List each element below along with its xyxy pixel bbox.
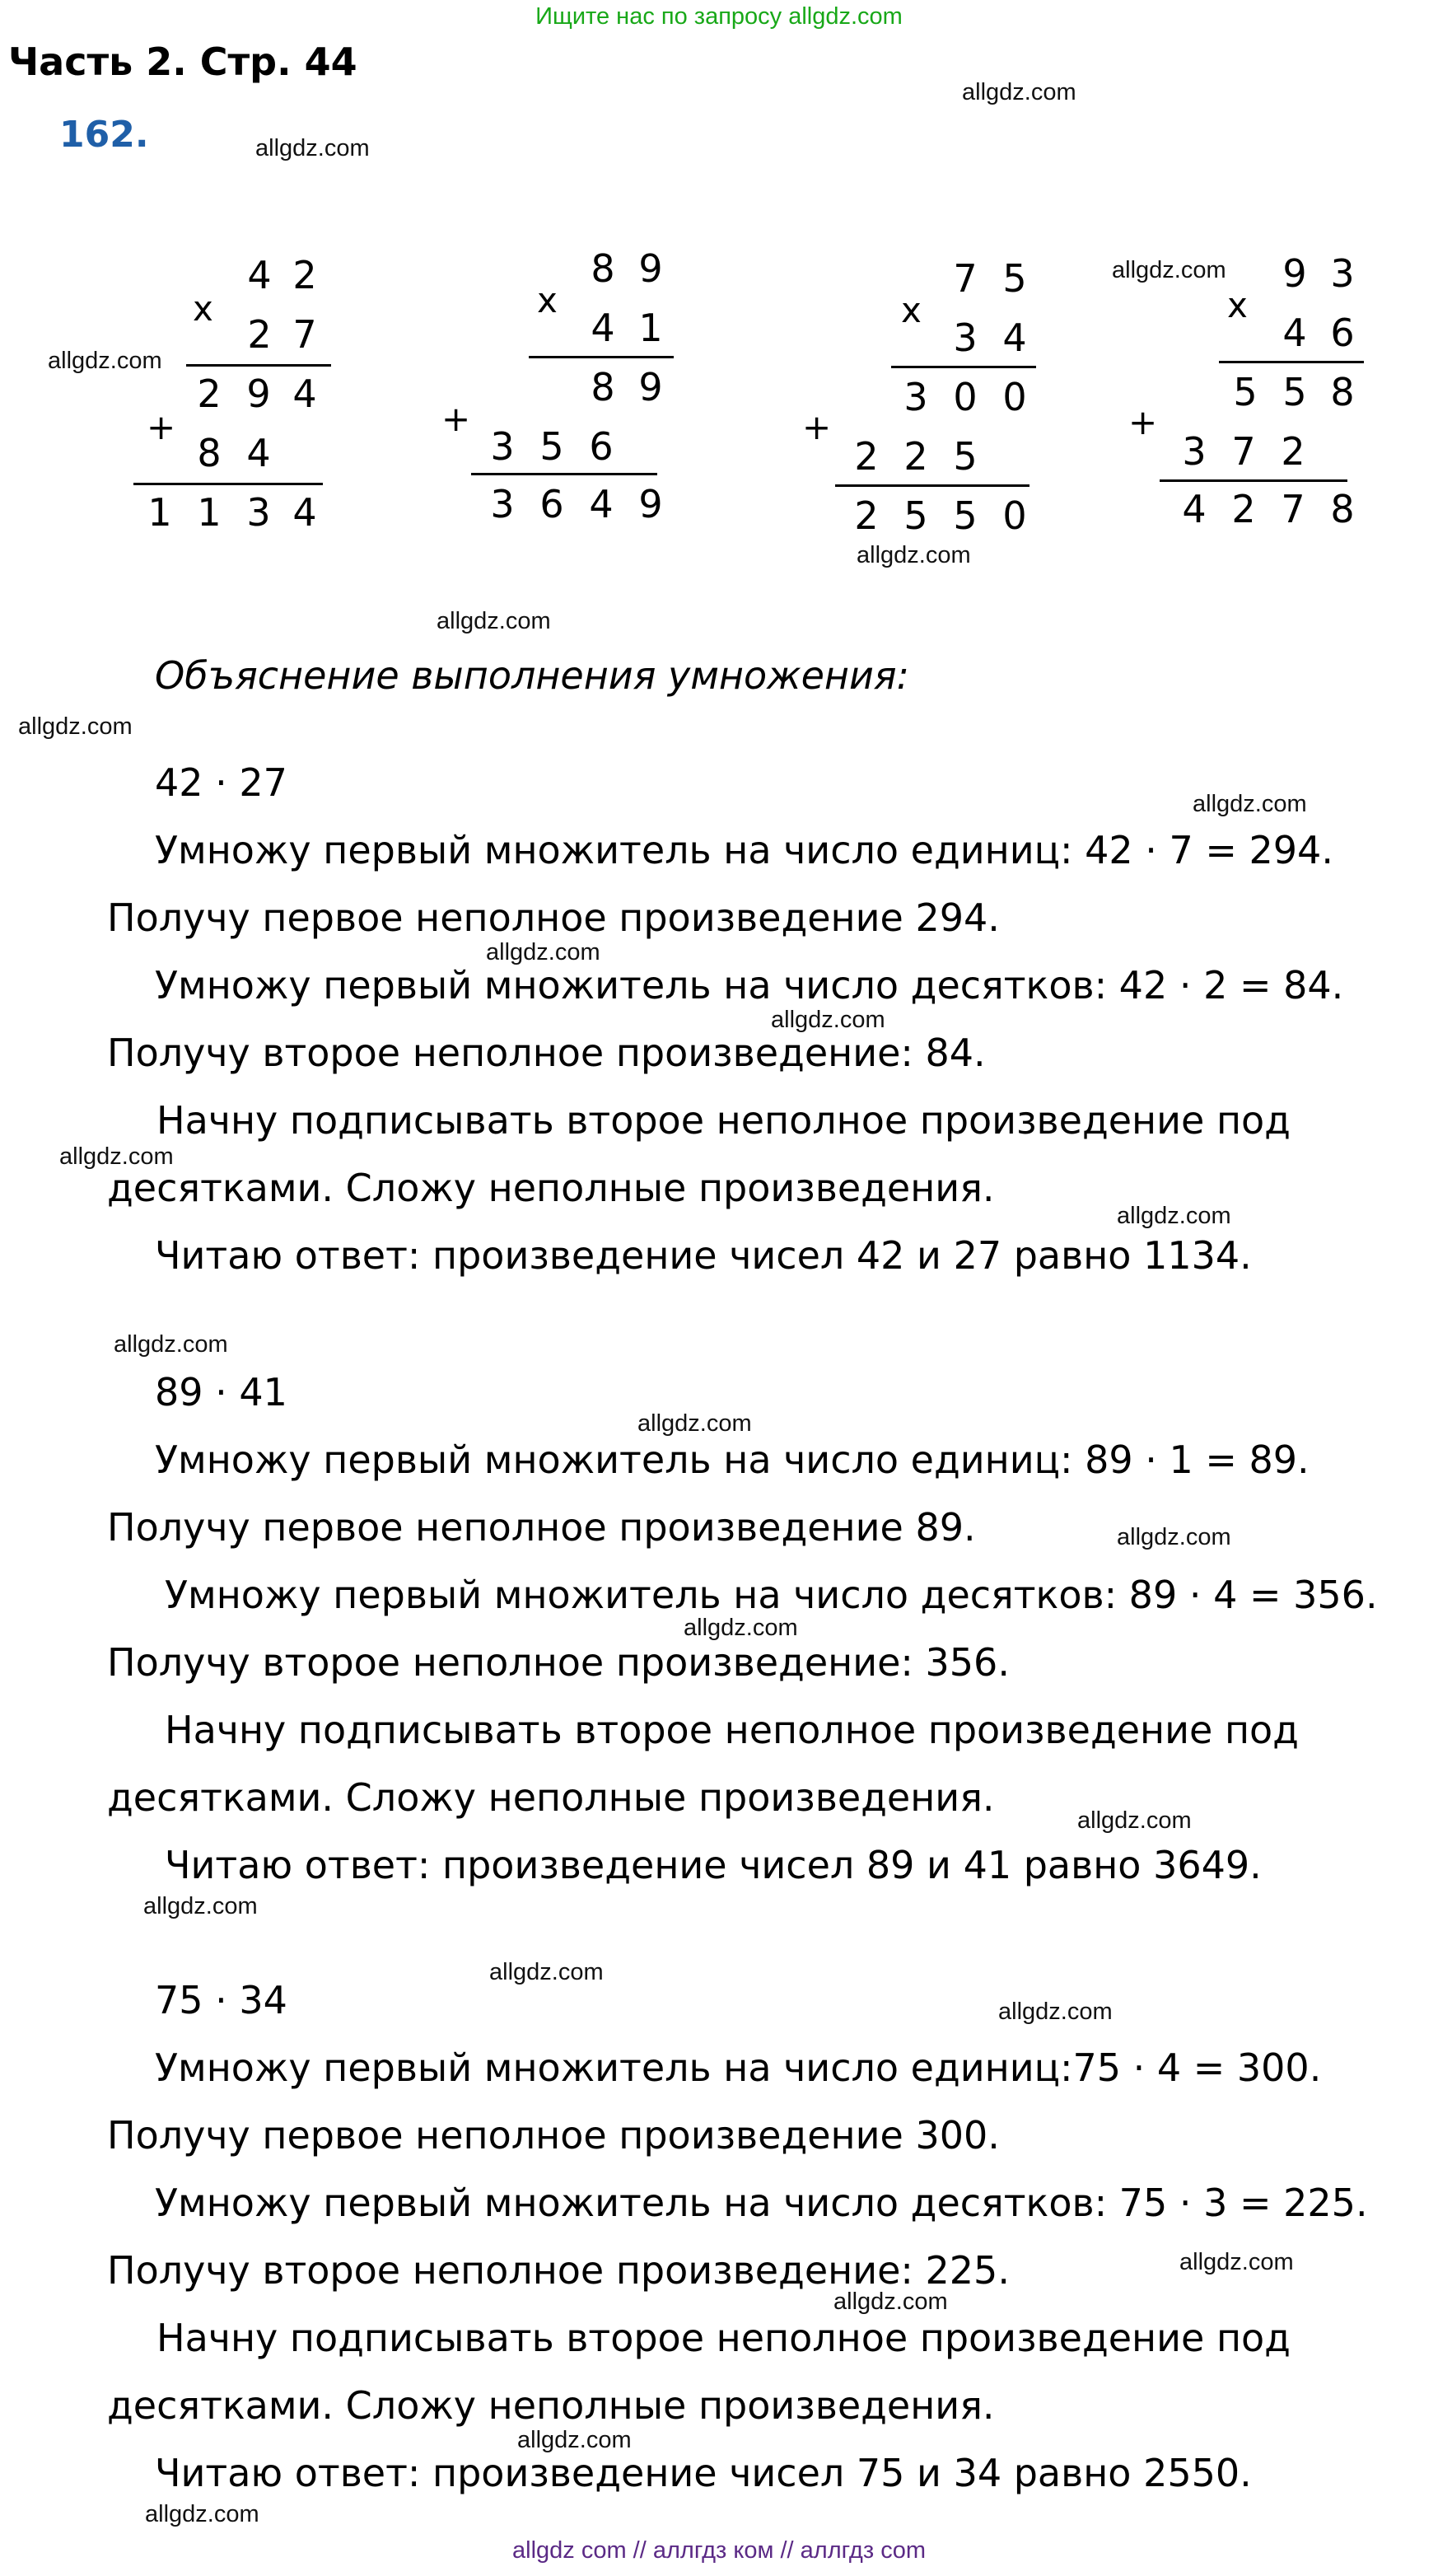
top-banner: Ищите нас по запросу allgdz.com	[535, 3, 903, 30]
digit: 9	[246, 372, 271, 416]
block-line: Получу второе неполное произведение: 84.	[107, 1031, 986, 1075]
block-line: Умножу первый множитель на число десятков: 42 · 2 = 84.	[155, 963, 1344, 1007]
block-line: десятками. Сложу неполные произведения.	[107, 2383, 995, 2428]
digit: 2	[1231, 487, 1256, 531]
watermark: allgdz.com	[1117, 1203, 1231, 1229]
digit: 3	[903, 375, 928, 419]
watermark: allgdz.com	[684, 1615, 798, 1641]
digit: 1	[638, 306, 663, 350]
divider-line	[133, 483, 323, 485]
digit: 7	[953, 256, 978, 301]
digit: 6	[1330, 311, 1355, 355]
block-line: Получу первое неполное произведение 89.	[107, 1505, 976, 1550]
digit: 9	[638, 365, 663, 409]
block-expression: 42 · 27	[155, 760, 287, 805]
block-line: Читаю ответ: произведение чисел 42 и 27 равно 1134.	[155, 1233, 1252, 1278]
divider-line	[1160, 479, 1347, 482]
digit: 4	[292, 490, 317, 535]
watermark: allgdz.com	[962, 79, 1076, 105]
digit: 6	[589, 424, 614, 469]
watermark: allgdz.com	[489, 1959, 604, 1985]
digit: 2	[854, 434, 879, 479]
digit: 7	[292, 312, 317, 357]
digit: 4	[589, 482, 614, 526]
digit: 2	[903, 434, 928, 479]
digit: 8	[1330, 370, 1355, 414]
digit: 4	[1282, 311, 1307, 355]
divider-line	[891, 366, 1036, 368]
divider-line	[529, 356, 674, 358]
digit: 0	[953, 375, 978, 419]
digit: 3	[490, 482, 515, 526]
explanation-title: Объяснение выполнения умножения:	[155, 653, 910, 698]
digit: 4	[591, 306, 615, 350]
page-heading: Часть 2. Стр. 44	[8, 40, 357, 84]
block-line: десятками. Сложу неполные произведения.	[107, 1775, 995, 1820]
block-line: Начну подписывать второе неполное произведение под	[156, 2316, 1291, 2360]
watermark: allgdz.com	[48, 348, 162, 374]
watermark: allgdz.com	[517, 2427, 632, 2453]
digit: 4	[1002, 316, 1027, 360]
watermark: allgdz.com	[1077, 1807, 1192, 1834]
divider-line	[186, 364, 331, 367]
digit: 8	[591, 365, 615, 409]
digit: 1	[147, 490, 172, 535]
digit: 9	[1282, 251, 1307, 296]
block-expression: 89 · 41	[155, 1370, 287, 1414]
digit: 4	[246, 431, 271, 475]
digit: 8	[197, 431, 222, 475]
digit: 5	[539, 424, 564, 469]
digit: 5	[903, 493, 928, 538]
times-sign: x	[1227, 285, 1248, 325]
task-number: 162.	[59, 114, 149, 156]
block-expression: 75 · 34	[155, 1978, 287, 2022]
block-line: Читаю ответ: произведение чисел 75 и 34 равно 2550.	[155, 2451, 1252, 2495]
digit: 4	[1182, 487, 1207, 531]
watermark: allgdz.com	[998, 1999, 1113, 2025]
digit: 3	[490, 424, 515, 469]
digit: 3	[953, 316, 978, 360]
divider-line	[471, 473, 657, 475]
digit: 5	[1282, 370, 1307, 414]
block-line: Читаю ответ: произведение чисел 89 и 41 равно 3649.	[165, 1843, 1262, 1887]
digit: 8	[1330, 487, 1355, 531]
block-line: Умножу первый множитель на число единиц: 42 · 7 = 294.	[155, 828, 1333, 872]
block-line: Начну подписывать второе неполное произведение под	[156, 1098, 1291, 1143]
digit: 7	[1281, 487, 1305, 531]
digit: 3	[1330, 251, 1355, 296]
watermark: allgdz.com	[437, 608, 551, 634]
digit: 2	[292, 253, 317, 297]
block-line: Умножу первый множитель на число единиц: 89 · 1 = 89.	[155, 1438, 1310, 1482]
plus-sign: +	[1128, 402, 1158, 442]
plus-sign: +	[802, 407, 832, 447]
plus-sign: +	[441, 399, 471, 439]
block-line: Получу второе неполное произведение: 225.	[107, 2248, 1010, 2293]
times-sign: x	[193, 288, 213, 329]
watermark: allgdz.com	[18, 713, 133, 740]
digit: 2	[1281, 429, 1305, 474]
block-line: Получу первое неполное произведение 300.	[107, 2113, 1000, 2158]
digit: 4	[292, 372, 317, 416]
watermark: allgdz.com	[255, 135, 370, 161]
block-line: Получу второе неполное произведение: 356.	[107, 1640, 1010, 1685]
digit: 5	[953, 434, 978, 479]
divider-line	[835, 484, 1029, 487]
watermark: allgdz.com	[143, 1893, 258, 1919]
watermark: allgdz.com	[114, 1331, 228, 1358]
watermark: allgdz.com	[1179, 2249, 1294, 2275]
watermark: allgdz.com	[1112, 257, 1226, 283]
watermark: allgdz.com	[857, 542, 971, 568]
digit: 7	[1231, 429, 1256, 474]
digit: 9	[638, 246, 663, 291]
digit: 2	[247, 312, 272, 357]
digit: 4	[247, 253, 272, 297]
digit: 5	[1233, 370, 1258, 414]
watermark: allgdz.com	[145, 2501, 259, 2527]
digit: 2	[197, 372, 222, 416]
digit: 1	[197, 490, 222, 535]
digit: 5	[953, 493, 978, 538]
watermark: allgdz.com	[637, 1410, 752, 1437]
digit: 0	[1002, 493, 1027, 538]
block-line: Умножу первый множитель на число единиц:75 · 4 = 300.	[155, 2045, 1322, 2090]
watermark: allgdz.com	[833, 2288, 948, 2315]
block-line: Умножу первый множитель на число десятков: 75 · 3 = 225.	[155, 2181, 1368, 2225]
watermark: allgdz.com	[1193, 791, 1307, 817]
digit: 2	[854, 493, 879, 538]
times-sign: x	[901, 290, 922, 330]
times-sign: x	[537, 280, 558, 320]
digit: 3	[1182, 429, 1207, 474]
footer: allgdz com // аллгдз ком // аллгдз com	[512, 2537, 926, 2564]
block-line: Умножу первый множитель на число десятков: 89 · 4 = 356.	[165, 1573, 1378, 1617]
watermark: allgdz.com	[486, 939, 600, 965]
digit: 0	[1002, 375, 1027, 419]
digit: 6	[539, 482, 564, 526]
divider-line	[1219, 361, 1364, 363]
block-line: Начну подписывать второе неполное произведение под	[165, 1708, 1299, 1752]
watermark: allgdz.com	[1117, 1524, 1231, 1550]
digit: 9	[638, 482, 663, 526]
block-line: Получу первое неполное произведение 294.	[107, 895, 1000, 940]
watermark: allgdz.com	[771, 1007, 885, 1033]
plus-sign: +	[147, 407, 176, 447]
watermark: allgdz.com	[59, 1143, 174, 1170]
digit: 3	[246, 490, 271, 535]
digit: 5	[1002, 256, 1027, 301]
digit: 8	[591, 246, 615, 291]
block-line: десятками. Сложу неполные произведения.	[107, 1166, 995, 1210]
